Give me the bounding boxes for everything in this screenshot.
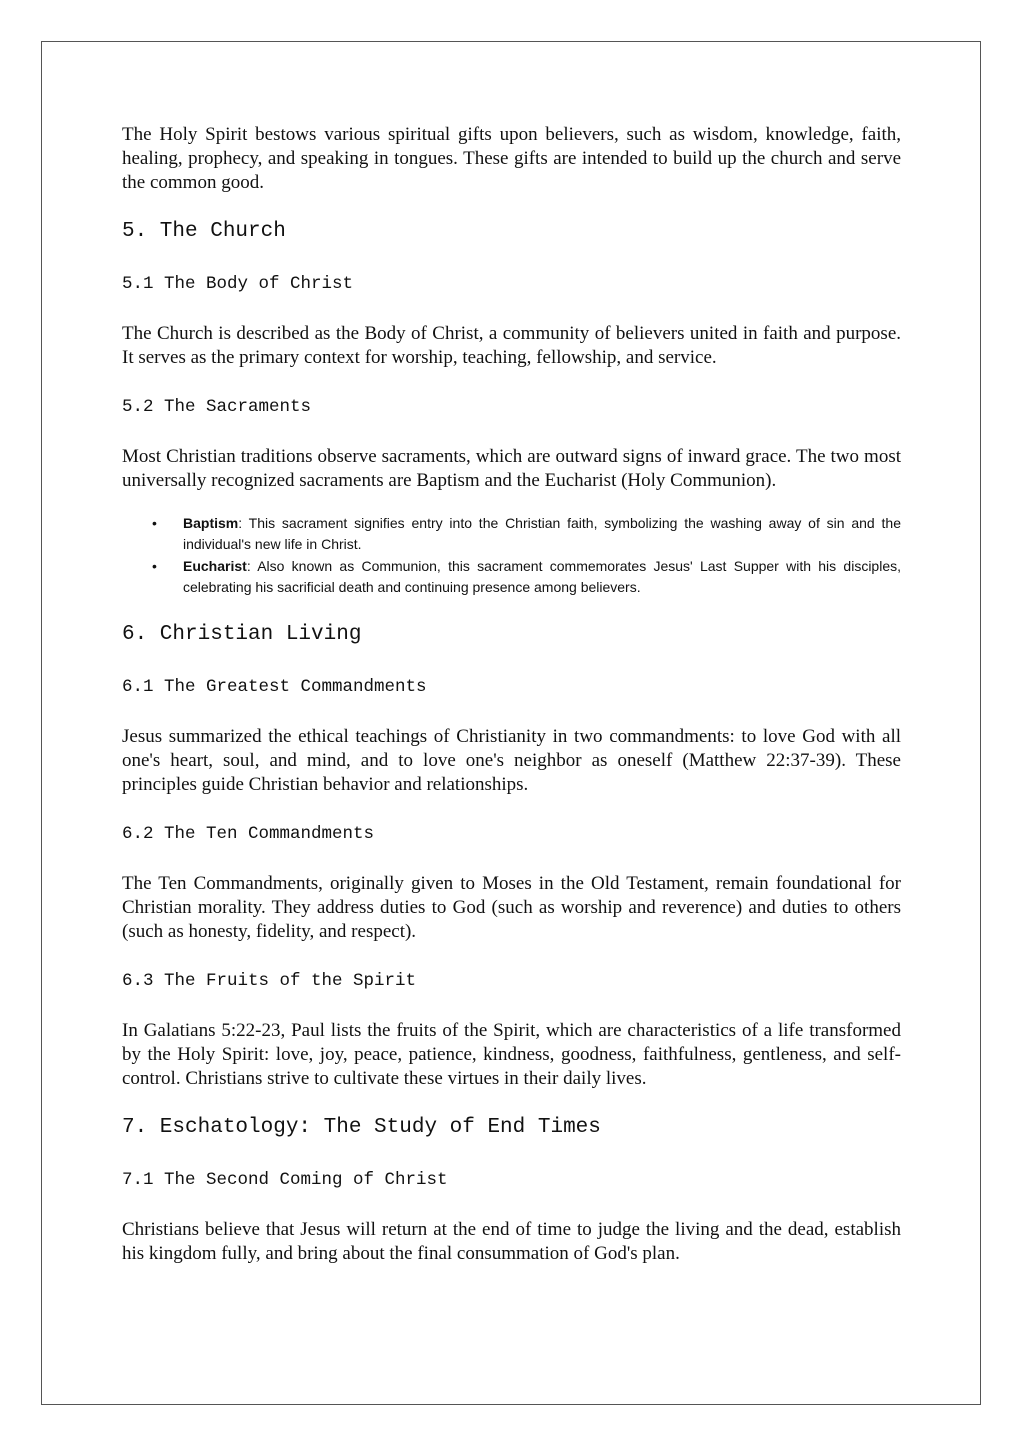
- paragraph-fruits-of-spirit: In Galatians 5:22-23, Paul lists the fruits of the Spirit, which are characteristics of a life transformed by the Holy Spirit: love, joy, peace, patience, kindness, goodness, faithfulness, gentleness, and self-control. Christians strive to cultivate these virtues in their daily lives.: [122, 1020, 901, 1089]
- paragraph-second-coming: Christians believe that Jesus will return at the end of time to judge the living and the dead, establish his kingdom fully, and bring about the final consummation of God's plan.: [122, 1219, 901, 1264]
- paragraph-greatest-commandments: Jesus summarized the ethical teachings of Christianity in two commandments: to love God with all one's heart, soul, and mind, and to love one's neighbor as oneself (Matthew 22:37-39). These principles guide Christian behavior and relationships.: [122, 726, 901, 795]
- paragraph-ten-commandments: The Ten Commandments, originally given to Moses in the Old Testament, remain foundational for Christian morality. They address duties to God (such as worship and reverence) and duties to others (such as honesty, fidelity, and respect).: [122, 873, 901, 942]
- heading-christian-living: 6. Christian Living: [122, 623, 362, 646]
- heading-ten-commandments: 6.2 The Ten Commandments: [122, 824, 375, 844]
- heading-greatest-commandments: 6.1 The Greatest Commandments: [122, 677, 427, 697]
- bullet-text: : This sacrament signifies entry into the Christian faith, symbolizing the washing away of sin and the individual's new life in Christ.: [183, 515, 901, 552]
- sacraments-list: [122, 513, 901, 598]
- bullet-icon: •: [152, 515, 157, 531]
- heading-body-of-christ: 5.1 The Body of Christ: [122, 274, 354, 294]
- bullet-term: Eucharist: [183, 558, 247, 574]
- paragraph-spiritual-gifts: The Holy Spirit bestows various spiritual gifts upon believers, such as wisdom, knowledge, faith, healing, prophecy, and speaking in tongues. These gifts are intended to build up the church and serve the common good.: [122, 124, 901, 193]
- heading-eschatology: 7. Eschatology: The Study of End Times: [122, 1116, 601, 1139]
- list-item: [122, 513, 901, 555]
- heading-second-coming: 7.1 The Second Coming of Christ: [122, 1170, 448, 1190]
- bullet-term: Baptism: [183, 515, 239, 531]
- bullet-text: : Also known as Communion, this sacrament commemorates Jesus' Last Supper with his disciples, celebrating his sacrificial death and continuing presence among believers.: [183, 558, 901, 595]
- bullet-icon: •: [152, 558, 157, 574]
- heading-fruits-of-spirit: 6.3 The Fruits of the Spirit: [122, 971, 417, 991]
- heading-the-church: 5. The Church: [122, 220, 286, 243]
- list-item: [122, 556, 901, 598]
- paragraph-body-of-christ: The Church is described as the Body of Christ, a community of believers united in faith and purpose. It serves as the primary context for worship, teaching, fellowship, and service.: [122, 323, 901, 368]
- heading-sacraments: 5.2 The Sacraments: [122, 397, 312, 417]
- paragraph-sacraments: Most Christian traditions observe sacraments, which are outward signs of inward grace. The two most universally recognized sacraments are Baptism and the Eucharist (Holy Communion).: [122, 446, 901, 491]
- document-body: [122, 123, 901, 1266]
